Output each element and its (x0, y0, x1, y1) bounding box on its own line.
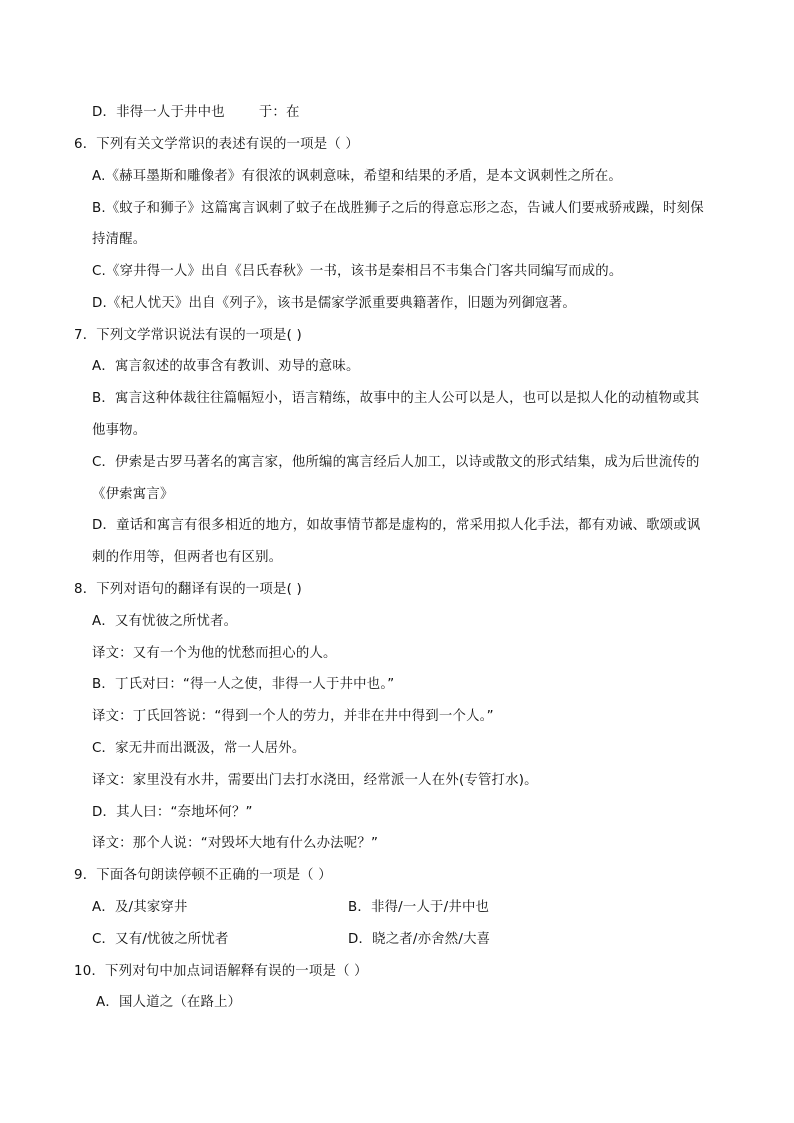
question-9: 9．下面各句朗读停顿不正确的一项是（ ） (74, 868, 332, 883)
q7-option-d-cont: 刺的作用等，但两者也有区别。 (92, 550, 283, 565)
q9-option-a: A．及/其家穿井 (92, 900, 188, 915)
q10-option-a: A．国人道之（在路上） (96, 995, 242, 1010)
q9-option-b: B．非得/一人于/井中也 (348, 900, 490, 915)
q6-option-b-cont: 持清醒。 (92, 232, 147, 247)
q8-option-c: C．家无井而出溉汲，常一人居外。 (92, 741, 306, 756)
option-line: D．非得一人于井中也 于：在 (92, 105, 300, 120)
q7-option-b: B．寓言这种体裁往往篇幅短小，语言精练，故事中的主人公可以是人，也可以是拟人化的动植物或其 (92, 391, 700, 406)
q7-option-d: D．童话和寓言有很多相近的地方，如故事情节都是虚构的，常采用拟人化手法，都有劝诫、歌颂或讽 (92, 518, 701, 533)
q8-option-b-translation: 译文：丁氏回答说：“得到一个人的劳力，并非在井中得到一个人。” (92, 709, 494, 724)
q9-option-c: C．又有/忧彼之所忧者 (92, 932, 229, 947)
q8-option-a-translation: 译文：又有一个为他的忧愁而担心的人。 (92, 646, 337, 661)
q9-option-d: D．晓之者/亦舍然/大喜 (348, 932, 491, 947)
q6-option-b: B.《蚊子和狮子》这篇寓言讽刺了蚊子在战胜狮子之后的得意忘形之态，告诫人们要戒骄戒躁，时刻保 (92, 201, 704, 216)
q8-option-b: B．丁氏对曰：“得一人之使，非得一人于井中也。” (92, 677, 395, 692)
question-8: 8．下列对语句的翻译有误的一项是( ) (74, 582, 302, 597)
q6-option-d: D.《杞人忧天》出自《列子》，该书是儒家学派重要典籍著作，旧题为列御寇著。 (92, 296, 576, 311)
q8-option-a: A．又有忧彼之所忧者。 (92, 614, 238, 629)
q7-option-c: C．伊索是古罗马著名的寓言家，他所编的寓言经后人加工，以诗或散文的形式结集，成为后世流传的 (92, 455, 700, 470)
q7-option-b-cont: 他事物。 (92, 423, 147, 438)
q8-option-d: D．其人曰：“奈地坏何？” (92, 805, 253, 820)
q7-option-a: A．寓言叙述的故事含有教训、劝导的意味。 (92, 359, 360, 374)
question-7: 7．下列文学常识说法有误的一项是( ) (74, 328, 302, 343)
question-6: 6．下列有关文学常识的表述有误的一项是（ ） (74, 137, 359, 152)
q6-option-a: A.《赫耳墨斯和雕像者》有很浓的讽刺意味，希望和结果的矛盾，是本文讽刺性之所在。 (92, 169, 623, 184)
q6-option-c: C.《穿井得一人》出自《吕氏春秋》一书，该书是秦相吕不韦集合门客共同编写而成的。 (92, 264, 623, 279)
question-10: 10．下列对句中加点词语解释有误的一项是（ ） (74, 964, 368, 979)
q8-option-d-translation: 译文：那个人说：“对毁坏大地有什么办法呢？” (92, 836, 379, 851)
q7-option-c-cont: 《伊索寓言》 (92, 487, 174, 502)
q8-option-c-translation: 译文：家里没有水井，需要出门去打水浇田，经常派一人在外(专管打水)。 (92, 773, 538, 788)
